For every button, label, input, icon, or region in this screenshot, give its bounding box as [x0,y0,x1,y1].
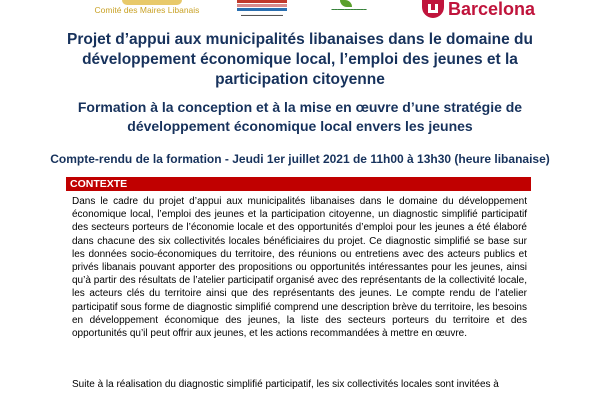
ministry-logo-mark: ▬▬▬▬▬▬▬▬▬▬▬▬ [241,13,283,17]
document-subtitle: Formation à la conception et à la mise en œuvre d’une stratégie de développement économique local envers les jeunes [77,99,523,134]
context-paragraph: Suite à la réalisation du diagnostic simplifié participatif, les six collectivités locales sont invitées à [72,379,499,390]
barcelona-emblem-icon [422,0,444,18]
barcelona-logo-text: Barcelona [448,0,536,19]
document-title: Projet d’appui aux municipalités libanaises dans le domaine du développement économique local, l’emploi des jeunes et la participation citoyenne [67,31,533,88]
leaf-emblem-icon [340,0,352,7]
meeting-info: Compte-rendu de la formation - Jeudi 1er juillet 2021 de 11h00 à 13h30 (heure libanaise) [50,152,550,166]
comite-maires-logo [92,0,202,18]
barcelona-logo [422,0,536,24]
logo-bar [0,0,600,28]
section-header-bar [66,177,531,191]
comite-logo-text: Comité des Maires Libanais [94,5,200,15]
lebanese-ministry-logo [233,0,291,26]
section-title: CONTEXTE [70,178,128,190]
context-paragraph: Dans le cadre du projet d’appui aux municipalités libanaises dans le domaine du développement économique local, l’emploi des jeunes et la participation citoyenne, un diagnostic simplifié participatif des secteurs porteurs de l’économie locale et des opportunités d’emploi pour les jeunes a été élaboré dans chacune des six collectivités locales bénéficiaires du projet. Ce diagnostic simplifié se base sur les données socio-économiques du territoire, des réunions ou entretiens avec des acteurs publics et privés libanais pouvant apporter des propositions ou opportunités intéressantes pour les jeunes, ainsi qu’à partir des résultats de l’atelier participatif organisé avec des représentants de la collectivité locale, les acteurs clés du territoire ainsi que des représentants des jeunes. Le compte rendu de l’atelier participatif sous forme de diagnostic simplifié comprend une description brève du territoire, les besoins en développement économique des jeunes, la liste des secteurs porteurs du territoire et des opportunités qu’il peut offrir aux jeunes, et les actions recommandées à mettre en œuvre. [72,196,527,340]
municipal-logo-mark: ▬▬▬▬▬▬▬▬▬▬▬ [331,7,367,11]
municipal-network-logo [318,0,380,22]
